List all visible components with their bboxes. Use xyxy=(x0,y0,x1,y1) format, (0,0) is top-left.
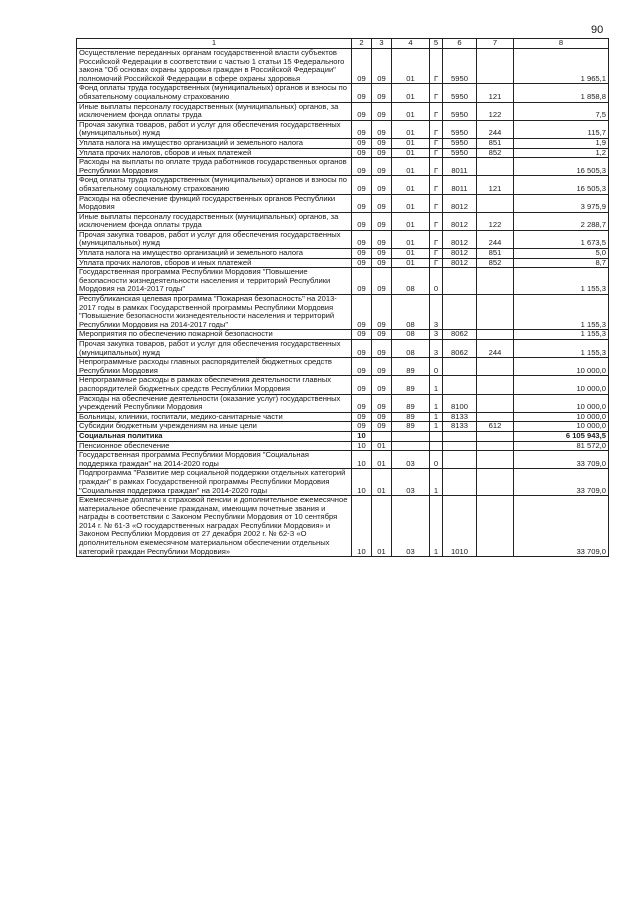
header-cell-8: 8 xyxy=(514,39,609,49)
table-row xyxy=(77,330,609,340)
expense-type-cell xyxy=(477,469,514,496)
amount-cell: 6 105 943,5 xyxy=(514,431,609,441)
header-cell-1: 1 xyxy=(77,39,352,49)
expense-type-cell xyxy=(477,376,514,394)
program-code-cell: 89 xyxy=(392,394,430,412)
subprogram-code-cell: 0 xyxy=(430,451,443,469)
row-name-cell: Социальная политика xyxy=(77,431,352,441)
table-row xyxy=(77,249,609,259)
subsection-code-cell: 09 xyxy=(372,340,392,358)
row-name-cell: Пенсионное обеспечение xyxy=(77,441,352,451)
amount-cell: 8,7 xyxy=(514,258,609,268)
program-code-cell: 03 xyxy=(392,451,430,469)
row-name-cell: Прочая закупка товаров, работ и услуг для обеспечения государственных (муниципальных) нужд xyxy=(77,230,352,248)
header-cell-2: 2 xyxy=(352,39,372,49)
amount-cell: 1 155,3 xyxy=(514,268,609,295)
program-code-cell: 08 xyxy=(392,268,430,295)
subsection-code-cell: 01 xyxy=(372,451,392,469)
table-row xyxy=(77,469,609,496)
section-code-cell: 09 xyxy=(352,49,372,84)
amount-cell: 1 155,3 xyxy=(514,340,609,358)
table-row xyxy=(77,120,609,138)
subsection-code-cell: 09 xyxy=(372,376,392,394)
expense-type-cell xyxy=(477,295,514,330)
section-code-cell: 10 xyxy=(352,431,372,441)
subsection-code-cell: 09 xyxy=(372,394,392,412)
amount-cell: 81 572,0 xyxy=(514,441,609,451)
subsection-code-cell: 09 xyxy=(372,249,392,259)
subprogram-code-cell: Г xyxy=(430,230,443,248)
expense-type-cell: 851 xyxy=(477,138,514,148)
table-row xyxy=(77,158,609,176)
subprogram-code-cell: Г xyxy=(430,176,443,194)
amount-cell: 1 155,3 xyxy=(514,330,609,340)
subsection-code-cell xyxy=(372,431,392,441)
section-code-cell: 09 xyxy=(352,249,372,259)
expense-type-cell xyxy=(477,330,514,340)
expense-type-cell xyxy=(477,431,514,441)
row-name-cell: Расходы на обеспечение функций государственных органов Республики Мордовия xyxy=(77,194,352,212)
subsection-code-cell: 09 xyxy=(372,138,392,148)
expense-type-cell: 612 xyxy=(477,422,514,432)
target-code-cell: 1010 xyxy=(443,496,477,557)
amount-cell: 33 709,0 xyxy=(514,469,609,496)
subprogram-code-cell: 1 xyxy=(430,496,443,557)
target-code-cell xyxy=(443,451,477,469)
row-name-cell: Больницы, клиники, госпитали, медико-санитарные части xyxy=(77,412,352,422)
section-code-cell: 10 xyxy=(352,441,372,451)
target-code-cell xyxy=(443,295,477,330)
amount-cell: 2 288,7 xyxy=(514,212,609,230)
subsection-code-cell: 09 xyxy=(372,120,392,138)
section-code-cell: 09 xyxy=(352,176,372,194)
table-row xyxy=(77,176,609,194)
row-name-cell: Государственная программа Республики Мордовия "Социальная поддержка граждан" на 2014-2020 годы xyxy=(77,451,352,469)
amount-cell: 16 505,3 xyxy=(514,176,609,194)
amount-cell: 1 965,1 xyxy=(514,49,609,84)
program-code-cell: 01 xyxy=(392,148,430,158)
amount-cell: 1,2 xyxy=(514,148,609,158)
table-row xyxy=(77,394,609,412)
program-code-cell xyxy=(392,431,430,441)
subsection-code-cell: 01 xyxy=(372,469,392,496)
subprogram-code-cell: 1 xyxy=(430,394,443,412)
amount-cell: 1 673,5 xyxy=(514,230,609,248)
row-name-cell: Уплата прочих налогов, сборов и иных платежей xyxy=(77,148,352,158)
subprogram-code-cell: 3 xyxy=(430,330,443,340)
table-row xyxy=(77,451,609,469)
row-name-cell: Прочая закупка товаров, работ и услуг для обеспечения государственных (муниципальных) нужд xyxy=(77,120,352,138)
expense-type-cell: 852 xyxy=(477,258,514,268)
section-code-cell: 10 xyxy=(352,496,372,557)
expense-type-cell xyxy=(477,412,514,422)
section-code-cell: 09 xyxy=(352,138,372,148)
subsection-code-cell: 09 xyxy=(372,258,392,268)
program-code-cell: 01 xyxy=(392,249,430,259)
subprogram-code-cell: Г xyxy=(430,249,443,259)
row-name-cell: Расходы на выплаты по оплате труда работников государственных органов Республики Мордовия xyxy=(77,158,352,176)
table-row xyxy=(77,376,609,394)
row-name-cell: Непрограммные расходы в рамках обеспечения деятельности главных распорядителей бюджетных средств Республики Мордовия xyxy=(77,376,352,394)
table-row xyxy=(77,102,609,120)
program-code-cell: 01 xyxy=(392,212,430,230)
section-code-cell: 09 xyxy=(352,84,372,102)
subprogram-code-cell xyxy=(430,441,443,451)
header-cell-6: 6 xyxy=(443,39,477,49)
subprogram-code-cell: 1 xyxy=(430,469,443,496)
program-code-cell: 89 xyxy=(392,376,430,394)
row-name-cell: Иные выплаты персоналу государственных (муниципальных) органов, за исключением фонда оплаты труда xyxy=(77,212,352,230)
section-code-cell: 09 xyxy=(352,394,372,412)
amount-cell: 10 000,0 xyxy=(514,422,609,432)
amount-cell: 10 000,0 xyxy=(514,394,609,412)
subsection-code-cell: 09 xyxy=(372,230,392,248)
amount-cell: 33 709,0 xyxy=(514,451,609,469)
table-row xyxy=(77,422,609,432)
subprogram-code-cell: Г xyxy=(430,120,443,138)
table-row xyxy=(77,138,609,148)
amount-cell: 16 505,3 xyxy=(514,158,609,176)
subprogram-code-cell: 3 xyxy=(430,340,443,358)
section-code-cell: 09 xyxy=(352,102,372,120)
target-code-cell: 5950 xyxy=(443,120,477,138)
subprogram-code-cell: Г xyxy=(430,194,443,212)
table-row xyxy=(77,358,609,376)
table-row xyxy=(77,194,609,212)
subprogram-code-cell: Г xyxy=(430,258,443,268)
table-row xyxy=(77,431,609,441)
target-code-cell: 8012 xyxy=(443,212,477,230)
program-code-cell: 08 xyxy=(392,295,430,330)
subprogram-code-cell: 0 xyxy=(430,358,443,376)
expense-type-cell: 852 xyxy=(477,148,514,158)
subprogram-code-cell: 1 xyxy=(430,412,443,422)
program-code-cell: 08 xyxy=(392,330,430,340)
row-name-cell: Государственная программа Республики Мордовия "Повышение безопасности жизнедеятельности населения и территорий Республики Мордовия на 2014-2017 годы" xyxy=(77,268,352,295)
expense-type-cell: 122 xyxy=(477,102,514,120)
row-name-cell: Осуществление переданных органам государственной власти субъектов Российской Федерации в соответствии с частью 1 статьи 15 Федерального закона "Об основах охраны здоровья граждан в Российской Федерации" полномочий Российской Федерации в сфере охраны здоровья xyxy=(77,49,352,84)
subsection-code-cell: 09 xyxy=(372,412,392,422)
amount-cell: 1 155,3 xyxy=(514,295,609,330)
target-code-cell xyxy=(443,358,477,376)
subprogram-code-cell: 1 xyxy=(430,376,443,394)
expense-type-cell: 121 xyxy=(477,84,514,102)
target-code-cell: 5950 xyxy=(443,49,477,84)
section-code-cell: 09 xyxy=(352,230,372,248)
budget-table xyxy=(76,38,609,557)
table-row xyxy=(77,258,609,268)
header-cell-4: 4 xyxy=(392,39,430,49)
table-row xyxy=(77,230,609,248)
target-code-cell: 8100 xyxy=(443,394,477,412)
subprogram-code-cell: Г xyxy=(430,212,443,230)
program-code-cell: 01 xyxy=(392,84,430,102)
amount-cell: 7,5 xyxy=(514,102,609,120)
row-name-cell: Иные выплаты персоналу государственных (муниципальных) органов, за исключением фонда оплаты труда xyxy=(77,102,352,120)
header-row xyxy=(77,39,609,49)
row-name-cell: Подпрограмма "Развитие мер социальной поддержки отдельных категорий граждан" в рамках Государственной программы Республики Мордовия "Социальная поддержка граждан" на 2014-2020 годы xyxy=(77,469,352,496)
target-code-cell: 8012 xyxy=(443,194,477,212)
subsection-code-cell: 09 xyxy=(372,358,392,376)
table-body xyxy=(77,49,609,557)
expense-type-cell xyxy=(477,394,514,412)
header-cell-3: 3 xyxy=(372,39,392,49)
section-code-cell: 09 xyxy=(352,212,372,230)
program-code-cell xyxy=(392,441,430,451)
table-row xyxy=(77,49,609,84)
target-code-cell: 5950 xyxy=(443,148,477,158)
target-code-cell: 5950 xyxy=(443,102,477,120)
target-code-cell xyxy=(443,376,477,394)
section-code-cell: 09 xyxy=(352,120,372,138)
subsection-code-cell: 09 xyxy=(372,102,392,120)
row-name-cell: Уплата налога на имущество организаций и земельного налога xyxy=(77,138,352,148)
target-code-cell: 5950 xyxy=(443,84,477,102)
table-row xyxy=(77,441,609,451)
expense-type-cell xyxy=(477,441,514,451)
target-code-cell: 8012 xyxy=(443,258,477,268)
target-code-cell: 8062 xyxy=(443,330,477,340)
target-code-cell: 8011 xyxy=(443,158,477,176)
target-code-cell xyxy=(443,268,477,295)
target-code-cell: 8133 xyxy=(443,422,477,432)
subprogram-code-cell: Г xyxy=(430,158,443,176)
subsection-code-cell: 09 xyxy=(372,422,392,432)
section-code-cell: 09 xyxy=(352,330,372,340)
expense-type-cell: 851 xyxy=(477,249,514,259)
row-name-cell: Уплата налога на имущество организаций и земельного налога xyxy=(77,249,352,259)
section-code-cell: 09 xyxy=(352,358,372,376)
section-code-cell: 09 xyxy=(352,412,372,422)
table-row xyxy=(77,340,609,358)
expense-type-cell: 122 xyxy=(477,212,514,230)
row-name-cell: Республиканская целевая программа "Пожарная безопасность" на 2013-2017 годы в рамках Государственной программы Республики Мордовия "Повышение безопасности жизнедеятельности населения и территорий Республики Мордовия на 2014-2017 годы" xyxy=(77,295,352,330)
program-code-cell: 01 xyxy=(392,158,430,176)
table-row xyxy=(77,268,609,295)
subsection-code-cell: 09 xyxy=(372,212,392,230)
program-code-cell: 01 xyxy=(392,230,430,248)
program-code-cell: 89 xyxy=(392,358,430,376)
expense-type-cell xyxy=(477,358,514,376)
target-code-cell: 5950 xyxy=(443,138,477,148)
expense-type-cell xyxy=(477,451,514,469)
subprogram-code-cell: 1 xyxy=(430,422,443,432)
section-code-cell: 09 xyxy=(352,376,372,394)
subprogram-code-cell: 3 xyxy=(430,295,443,330)
amount-cell: 10 000,0 xyxy=(514,412,609,422)
row-name-cell: Расходы на обеспечение деятельности (оказание услуг) государственных учреждений Республики Мордовия xyxy=(77,394,352,412)
row-name-cell: Фонд оплаты труда государственных (муниципальных) органов и взносы по обязательному социальному страхованию xyxy=(77,84,352,102)
table-row xyxy=(77,412,609,422)
amount-cell: 33 709,0 xyxy=(514,496,609,557)
program-code-cell: 08 xyxy=(392,340,430,358)
header-cell-5: 5 xyxy=(430,39,443,49)
subsection-code-cell: 01 xyxy=(372,441,392,451)
subsection-code-cell: 09 xyxy=(372,49,392,84)
subsection-code-cell: 09 xyxy=(372,268,392,295)
subprogram-code-cell: Г xyxy=(430,138,443,148)
table-row xyxy=(77,148,609,158)
section-code-cell: 09 xyxy=(352,268,372,295)
target-code-cell: 8011 xyxy=(443,176,477,194)
program-code-cell: 03 xyxy=(392,469,430,496)
expense-type-cell: 244 xyxy=(477,340,514,358)
target-code-cell xyxy=(443,431,477,441)
expense-type-cell xyxy=(477,49,514,84)
program-code-cell: 01 xyxy=(392,49,430,84)
program-code-cell: 89 xyxy=(392,412,430,422)
row-name-cell: Субсидии бюджетным учреждениям на иные цели xyxy=(77,422,352,432)
expense-type-cell: 244 xyxy=(477,120,514,138)
row-name-cell: Уплата прочих налогов, сборов и иных платежей xyxy=(77,258,352,268)
section-code-cell: 09 xyxy=(352,295,372,330)
amount-cell: 10 000,0 xyxy=(514,376,609,394)
table-row xyxy=(77,496,609,557)
row-name-cell: Мероприятия по обеспечению пожарной безопасности xyxy=(77,330,352,340)
header-cell-7: 7 xyxy=(477,39,514,49)
subprogram-code-cell: Г xyxy=(430,49,443,84)
program-code-cell: 01 xyxy=(392,102,430,120)
expense-type-cell xyxy=(477,194,514,212)
target-code-cell: 8062 xyxy=(443,340,477,358)
program-code-cell: 03 xyxy=(392,496,430,557)
subsection-code-cell: 09 xyxy=(372,84,392,102)
table-row xyxy=(77,295,609,330)
subprogram-code-cell: Г xyxy=(430,148,443,158)
amount-cell: 1 858,8 xyxy=(514,84,609,102)
amount-cell: 5,0 xyxy=(514,249,609,259)
row-name-cell: Ежемесячные доплаты к страховой пенсии и дополнительное ежемесячное материальное обеспечение гражданам, имеющим почетные звания и награды в соответствии с Законом Республики Мордовия от 10 сентября 2014 г. № 61-З «О государственных наградах Республики Мордовия» и Законом Республики Мордовия от 27 декабря 2002 г. № 62-З «О дополнительном ежемесячном материальном обеспечении отдельных категорий граждан Республики Мордовия» xyxy=(77,496,352,557)
section-code-cell: 09 xyxy=(352,340,372,358)
section-code-cell: 10 xyxy=(352,451,372,469)
subsection-code-cell: 09 xyxy=(372,148,392,158)
subprogram-code-cell: Г xyxy=(430,84,443,102)
program-code-cell: 01 xyxy=(392,258,430,268)
subprogram-code-cell xyxy=(430,431,443,441)
section-code-cell: 10 xyxy=(352,469,372,496)
expense-type-cell: 121 xyxy=(477,176,514,194)
row-name-cell: Непрограммные расходы главных распорядителей бюджетных средств Республики Мордовия xyxy=(77,358,352,376)
amount-cell: 10 000,0 xyxy=(514,358,609,376)
row-name-cell: Прочая закупка товаров, работ и услуг для обеспечения государственных (муниципальных) нужд xyxy=(77,340,352,358)
amount-cell: 115,7 xyxy=(514,120,609,138)
target-code-cell xyxy=(443,469,477,496)
target-code-cell: 8012 xyxy=(443,249,477,259)
section-code-cell: 09 xyxy=(352,148,372,158)
subsection-code-cell: 09 xyxy=(372,330,392,340)
row-name-cell: Фонд оплаты труда государственных (муниципальных) органов и взносы по обязательному социальному страхованию xyxy=(77,176,352,194)
target-code-cell: 8012 xyxy=(443,230,477,248)
subprogram-code-cell: 0 xyxy=(430,268,443,295)
section-code-cell: 09 xyxy=(352,158,372,176)
program-code-cell: 01 xyxy=(392,176,430,194)
program-code-cell: 01 xyxy=(392,120,430,138)
expense-type-cell: 244 xyxy=(477,230,514,248)
page-number: 90 xyxy=(591,24,604,36)
expense-type-cell xyxy=(477,496,514,557)
program-code-cell: 01 xyxy=(392,194,430,212)
subsection-code-cell: 01 xyxy=(372,496,392,557)
program-code-cell: 89 xyxy=(392,422,430,432)
expense-type-cell xyxy=(477,158,514,176)
subsection-code-cell: 09 xyxy=(372,176,392,194)
amount-cell: 3 975,9 xyxy=(514,194,609,212)
section-code-cell: 09 xyxy=(352,258,372,268)
target-code-cell: 8133 xyxy=(443,412,477,422)
subsection-code-cell: 09 xyxy=(372,158,392,176)
program-code-cell: 01 xyxy=(392,138,430,148)
section-code-cell: 09 xyxy=(352,194,372,212)
target-code-cell xyxy=(443,441,477,451)
subsection-code-cell: 09 xyxy=(372,295,392,330)
table-row xyxy=(77,212,609,230)
table-row xyxy=(77,84,609,102)
subsection-code-cell: 09 xyxy=(372,194,392,212)
section-code-cell: 09 xyxy=(352,422,372,432)
subprogram-code-cell: Г xyxy=(430,102,443,120)
expense-type-cell xyxy=(477,268,514,295)
amount-cell: 1,9 xyxy=(514,138,609,148)
